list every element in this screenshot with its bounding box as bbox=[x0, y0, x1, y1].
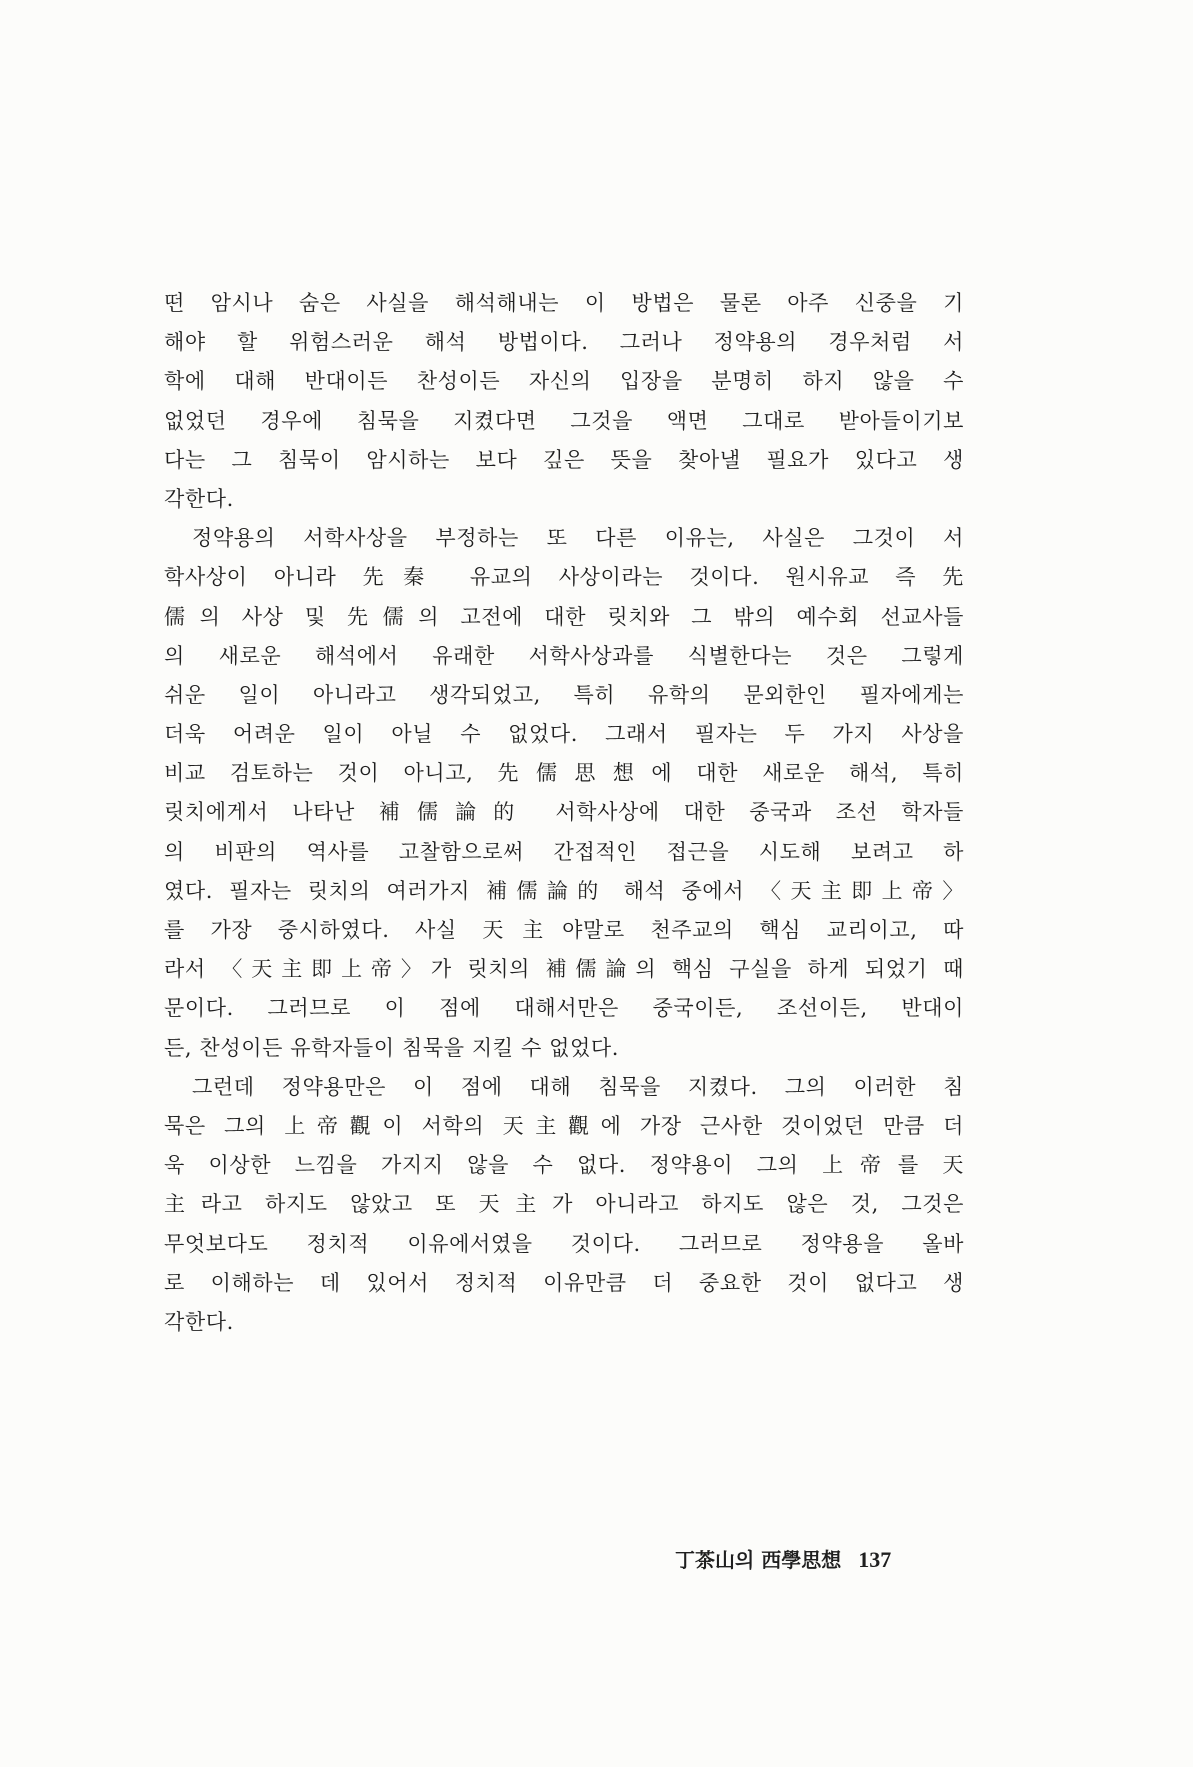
page-number: 137 bbox=[858, 1547, 892, 1572]
text-line: 각한다. bbox=[164, 1309, 234, 1334]
paragraph-3 bbox=[164, 1068, 964, 1342]
paragraph-1 bbox=[164, 284, 964, 519]
text-line: 그런데 정약용만은 이 점에 대해 침묵을 지켰다. 그의 이러한 침 bbox=[192, 1074, 964, 1099]
text-line: 무엇보다도 정치적 이유에서였을 것이다. 그러므로 정약용을 올바 bbox=[164, 1231, 964, 1256]
text-line: 비교 검토하는 것이 아니고, 先儒思想에 대한 새로운 해석, 특히 bbox=[164, 761, 964, 786]
paragraph-2 bbox=[164, 519, 964, 1068]
text-line: 다는 그 침묵이 암시하는 보다 깊은 뜻을 찾아낼 필요가 있다고 생 bbox=[164, 447, 964, 472]
text-line: 묵은 그의 上帝觀이 서학의 天主觀에 가장 근사한 것이었던 만큼 더 bbox=[164, 1113, 964, 1138]
text-line: 主라고 하지도 않았고 또 天主가 아니라고 하지도 않은 것, 그것은 bbox=[164, 1192, 964, 1217]
text-line: 의 비판의 역사를 고찰함으로써 간접적인 접근을 시도해 보려고 하 bbox=[164, 839, 964, 864]
text-line: 더욱 어려운 일이 아닐 수 없었다. 그래서 필자는 두 가지 사상을 bbox=[164, 722, 964, 747]
text-line: 의 새로운 해석에서 유래한 서학사상과를 식별한다는 것은 그렇게 bbox=[164, 643, 964, 668]
text-line: 떤 암시나 숨은 사실을 해석해내는 이 방법은 물론 아주 신중을 기 bbox=[164, 291, 964, 315]
text-line: 학에 대해 반대이든 찬성이든 자신의 입장을 분명히 하지 않을 수 bbox=[164, 369, 964, 394]
page-footer bbox=[675, 1544, 965, 1573]
text-line: 로 이해하는 데 있어서 정치적 이유만큼 더 중요한 것이 없다고 생 bbox=[164, 1270, 964, 1295]
text-line: 였다. 필자는 릿치의 여러가지 補儒論的 해석 중에서 〈天主即上帝〉 bbox=[164, 878, 964, 903]
body-text bbox=[164, 284, 964, 1342]
text-line: 릿치에게서 나타난 補儒論的 서학사상에 대한 중국과 조선 학자들 bbox=[164, 800, 964, 825]
text-line: 욱 이상한 느낌을 가지지 않을 수 없다. 정약용이 그의 上帝를 天 bbox=[164, 1153, 964, 1178]
text-line: 儒의 사상 및 先儒의 고전에 대한 릿치와 그 밖의 예수회 선교사들 bbox=[164, 604, 964, 629]
text-line: 해야 할 위험스러운 해석 방법이다. 그러나 정약용의 경우처럼 서 bbox=[164, 330, 964, 355]
text-line: 를 가장 중시하였다. 사실 天主야말로 천주교의 핵심 교리이고, 따 bbox=[164, 918, 964, 942]
running-title: 丁茶山의 西學思想 bbox=[675, 1548, 842, 1572]
text-line: 학사상이 아니라 先秦 유교의 사상이라는 것이다. 원시유교 즉 先 bbox=[164, 565, 964, 590]
text-line: 든, 찬성이든 유학자들이 침묵을 지킬 수 없었다. bbox=[164, 1035, 620, 1060]
text-line: 없었던 경우에 침묵을 지켰다면 그것을 액면 그대로 받아들이기보 bbox=[164, 408, 964, 433]
text-line: 정약용의 서학사상을 부정하는 또 다른 이유는, 사실은 그것이 서 bbox=[192, 526, 964, 551]
text-line: 라서 〈天主即上帝〉가 릿치의 補儒論의 핵심 구실을 하게 되었기 때 bbox=[164, 957, 964, 982]
text-line: 쉬운 일이 아니라고 생각되었고, 특히 유학의 문외한인 필자에게는 bbox=[164, 682, 964, 707]
text-line: 각한다. bbox=[164, 486, 234, 511]
text-line: 문이다. 그러므로 이 점에 대해서만은 중국이든, 조선이든, 반대이 bbox=[164, 996, 964, 1021]
